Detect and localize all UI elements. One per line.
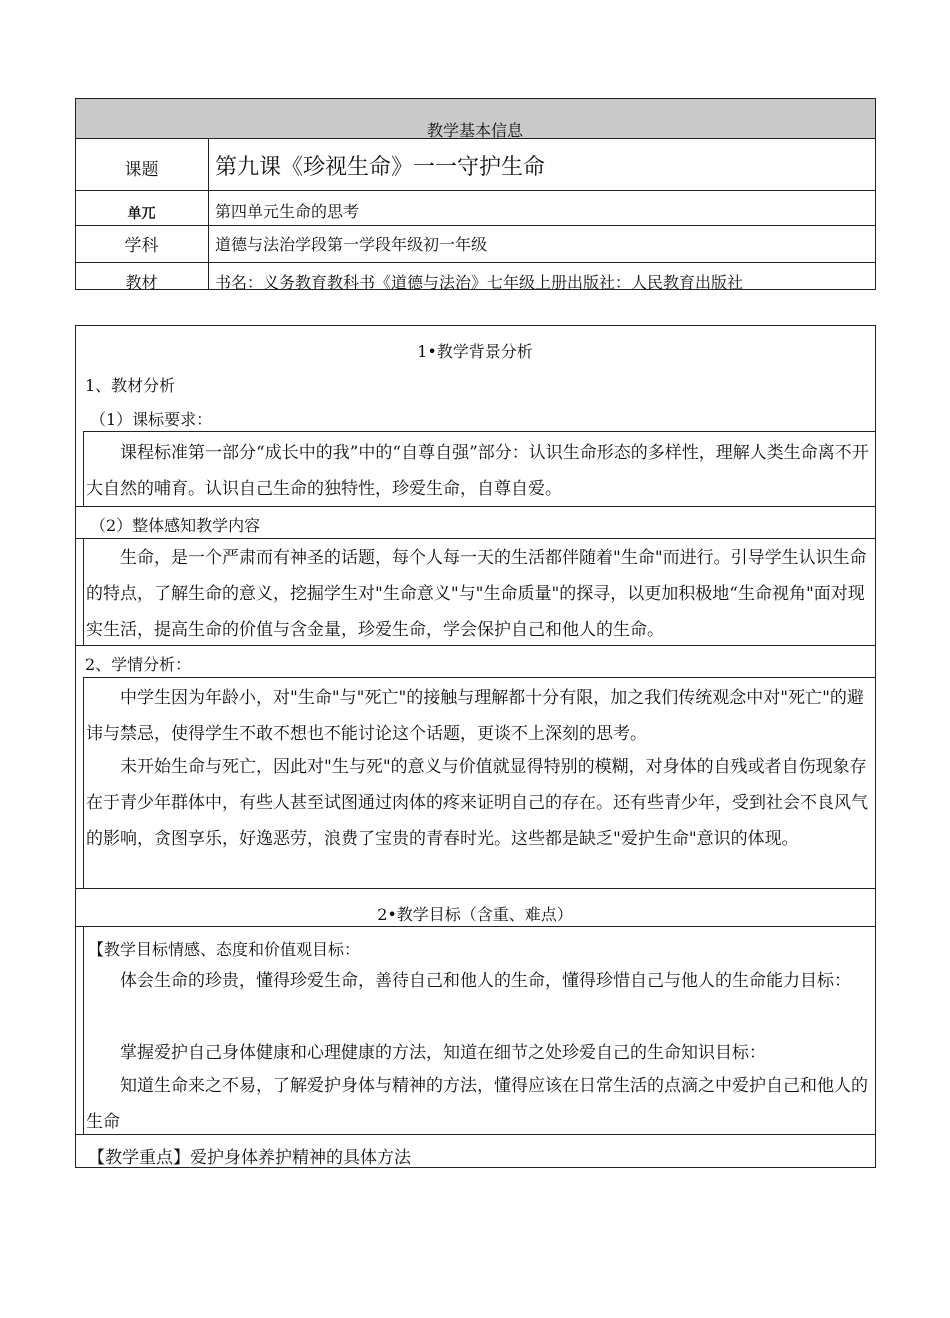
paragraph-objective-ability: 掌握爱护自己身体健康和心理健康的方法，知道在细节之处珍爱自己的生命知识目标：: [120, 1043, 766, 1063]
paragraph-content-overview: 生命，是一个严肃而有神圣的话题，每个人每一天的生活都伴随着"生命"而进行。引导学生认识生命的特点，了解生命的意义，挖掘学生对"生命意义"与"生命质量"的探寻，以更加积极地“生命视角"面对现实生活，提高生命的价值与含金量，珍爱生命，学会保护自己和他人的生命。: [86, 548, 867, 640]
row-label-subject: 学科: [124, 236, 159, 256]
subheading-curriculum-standard: （1）课标要求：: [90, 410, 213, 429]
section-title-background: 1•教学背景分析: [417, 342, 533, 361]
objectives-intro: 【教学目标情感、态度和价值观目标：: [88, 940, 361, 959]
paragraph-student-analysis-1: 中学生因为年龄小，对"生命"与"死亡"的接触与理解都十分有限，加之我们传统观念中对"死亡"的避讳与禁忌，使得学生不敢不想也不能讨论这个话题，更谈不上深刻的思考。: [86, 688, 864, 744]
row-label-textbook: 教材: [125, 273, 158, 292]
paragraph-objective-emotion: 体会生命的珍贵，懂得珍爱生命，善待自己和他人的生命，懂得珍惜自己与他人的生命能力目标：: [120, 971, 851, 991]
row-label-unit: 单兀: [127, 206, 156, 222]
key-point-text: 【教学重点】爱护身体养护精神的具体方法: [88, 1148, 411, 1168]
subheading-content-overview: （2）整体感知教学内容: [90, 516, 261, 535]
row-value-topic: 第九课《珍视生命》一一守护生命: [215, 155, 546, 180]
paragraph-student-analysis-2: 未开始生命与死亡，因此对"生与死"的意义与价值就显得特别的模糊，对身体的自残或者自伤现象存在于青少年群体中，有些人甚至试图通过肉体的疼来证明自己的存在。还有些青少年，受到社会不良风气的影响，贪图享乐，好逸恶劳，浪费了宝贵的青春时光。这些都是缺乏"爱护生命"意识的体现。: [86, 757, 868, 849]
info-table-title: 教学基本信息: [426, 121, 523, 140]
paragraph-objective-knowledge: 知道生命来之不易，了解爱护身体与精神的方法，懂得应该在日常生活的点滴之中爱护自己和他人的生命: [86, 1076, 868, 1132]
paragraph-curriculum-standard: 课程标准第一部分“成长中的我”中的“自尊自强”部分：认识生命形态的多样性，理解人类生命离不开大自然的哺育。认识自己生命的独特性，珍爱生命，自尊自爱。: [86, 443, 869, 499]
row-value-subject: 道德与法治学段第一学段年级初一年级: [215, 235, 488, 254]
heading-textbook-analysis: 1、教材分析: [85, 376, 176, 395]
row-label-topic: 课题: [124, 160, 159, 180]
row-value-unit: 第四单元生命的思考: [215, 202, 360, 221]
row-value-textbook: 书名：义务教育教科书《道德与法治》七年级上册出版社：人民教育出版社: [215, 273, 744, 292]
heading-student-analysis: 2、学情分析：: [85, 655, 192, 674]
section-title-objectives: 2•教学目标（含重、难点）: [377, 905, 573, 924]
